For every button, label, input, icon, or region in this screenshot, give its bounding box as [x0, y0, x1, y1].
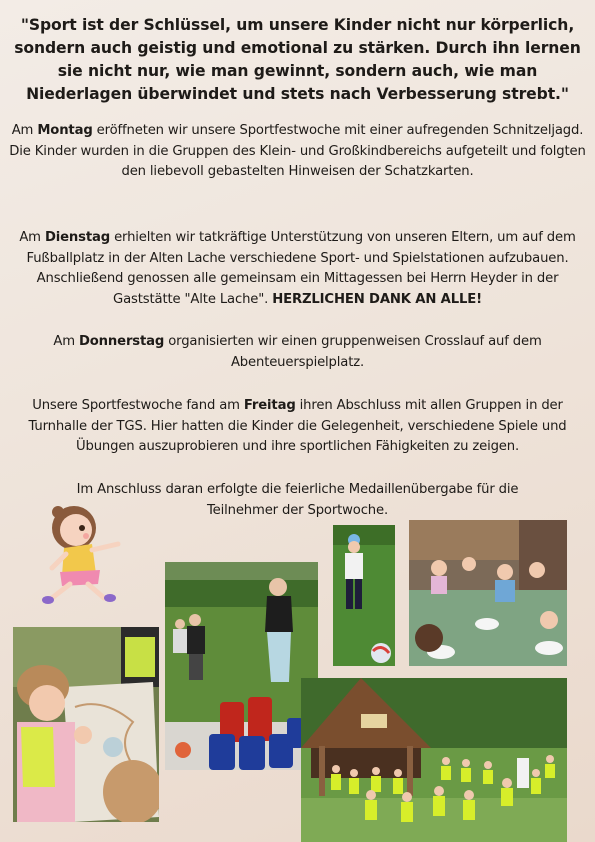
- thursday-day: Donnerstag: [78, 334, 165, 349]
- paragraph-tuesday: [8, 228, 587, 310]
- thursday-text: organisierten wir einen gruppenweisen Crosslauf auf dem Abenteuerspielplatz.: [164, 334, 542, 370]
- football-field-photo: [165, 562, 318, 770]
- friday-prefix: Unsere Sportfestwoche fand am: [32, 398, 244, 413]
- paragraph-monday: [8, 121, 587, 183]
- paragraph-friday: [8, 396, 587, 458]
- quote-headline: "Sport ist der Schlüssel, um unsere Kinder nicht nur körperlich, sondern auch geistig und emotional zu stärken. Durch ihn lernen sie nicht nur, wie man gewinnt, sondern auch, wie man Niederlagen überwindet und stets nach Verbesserung strebt.": [14, 16, 581, 103]
- tuesday-text: erhielten wir tatkräftige Unterstützung von unseren Eltern, um auf dem Fußballplatz in der Alten Lache verschiedene Sport- und Spielstationen aufzubauen. Anschließend genossen alle gemeinsam ein Mittagessen bei Herrn Heyder in der Gaststätte "Alte Lache".: [26, 230, 576, 307]
- running-girl-illustration: [40, 498, 130, 608]
- tuesday-day: Dienstag: [44, 230, 111, 245]
- thursday-prefix: Am: [53, 334, 79, 349]
- thanks-text: HERZLICHEN DANK AN ALLE!: [272, 291, 482, 307]
- pavilion-photo: [301, 678, 567, 842]
- friday-day: Freitag: [243, 398, 296, 413]
- monday-day: Montag: [37, 123, 93, 138]
- tuesday-prefix: Am: [19, 230, 45, 245]
- monday-text: eröffneten wir unsere Sportfestwoche mit einer aufregenden Schnitzeljagd. Die Kinder wurden in die Gruppen des Klein- und Großkindbereichs aufgeteilt und folgten den liebevoll gebastelten Hinweisen der Schatzkarten.: [9, 123, 586, 179]
- crosslauf-photo: [333, 525, 395, 666]
- paragraph-closing: Im Anschluss daran erfolgte die feierliche Medaillenübergabe für die Teilnehmer der Sportwoche.: [76, 482, 519, 518]
- treasure-map-photo: [13, 627, 159, 822]
- lunch-photo: [409, 520, 567, 666]
- paragraph-thursday: [8, 332, 587, 373]
- monday-prefix: Am: [11, 123, 38, 138]
- friday-text: ihren Abschluss mit allen Gruppen in der Turnhalle der TGS. Hier hatten die Kinder die Gelegenheit, verschiedene Spiele und Übungen auszuprobieren und ihre sportlichen Fähigkeiten zu zeigen.: [28, 398, 567, 454]
